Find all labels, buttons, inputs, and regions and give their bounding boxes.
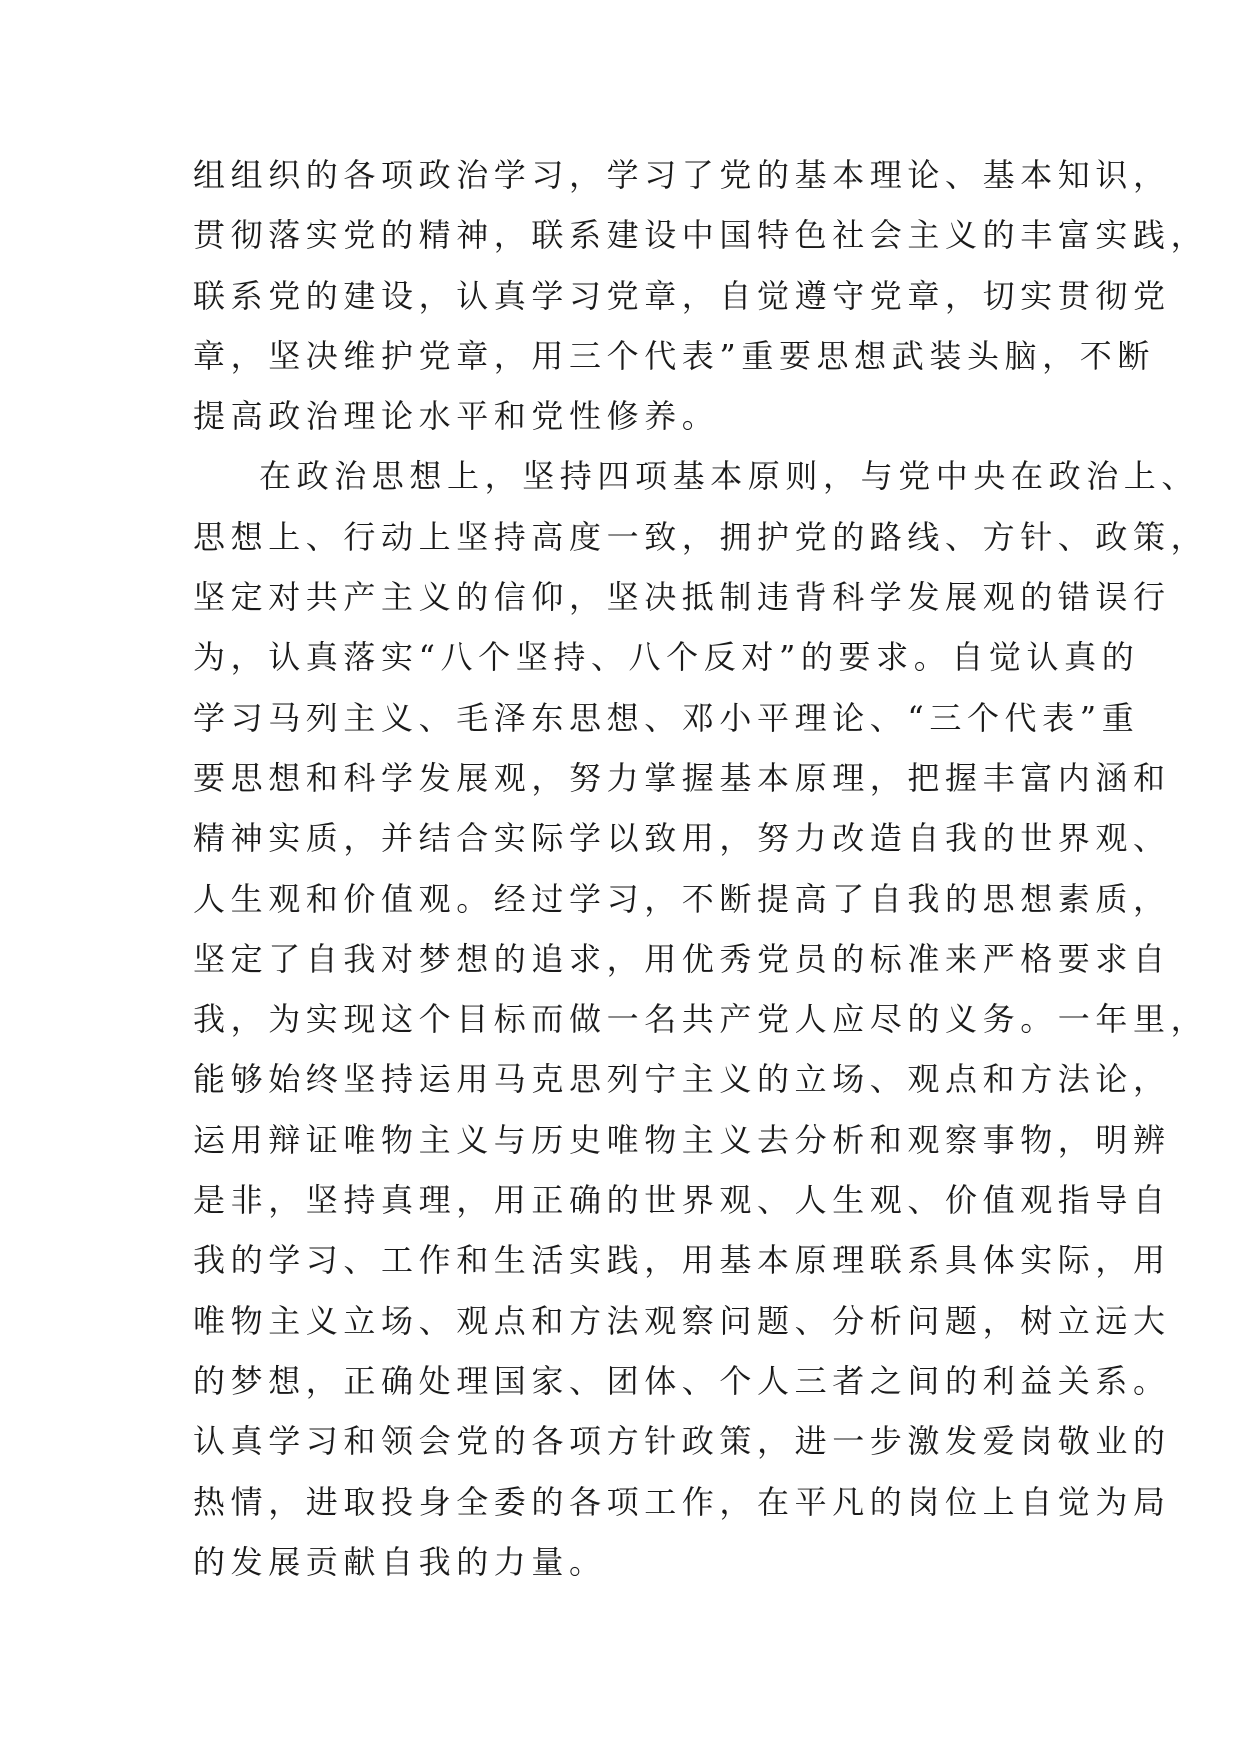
paragraph-first-line: 在政治思想上，坚持四项基本原则，与党中央在政治上、 <box>259 457 1200 496</box>
text-line: 为，认真落实“八个坚持、八个反对”的要求。自觉认真的 <box>193 638 1140 677</box>
text-line: 人生观和价值观。经过学习，不断提高了自我的思想素质， <box>193 879 1171 918</box>
text-line: 我，为实现这个目标而做一名共产党人应尽的义务。一年里， <box>193 1000 1209 1039</box>
text-line: 认真学习和领会党的各项方针政策，进一步激发爱岗敬业的 <box>193 1422 1171 1461</box>
text-line: 要思想和科学发展观，努力掌握基本原理，把握丰富内涵和 <box>193 758 1171 797</box>
text-line: 的发展贡献自我的力量。 <box>193 1542 607 1581</box>
body-text <box>193 145 1209 1592</box>
text-line: 是非，坚持真理，用正确的世界观、人生观、价值观指导自 <box>193 1181 1171 1220</box>
text-line: 我的学习、工作和生活实践，用基本原理联系具体实际，用 <box>193 1241 1171 1280</box>
text-line: 的梦想，正确处理国家、团体、个人三者之间的利益关系。 <box>193 1361 1171 1400</box>
text-line: 唯物主义立场、观点和方法观察问题、分析问题，树立远大 <box>193 1301 1171 1340</box>
text-line: 思想上、行动上坚持高度一致，拥护党的路线、方针、政策， <box>193 517 1209 556</box>
text-line: 章，坚决维护党章，用三个代表”重要思想武装头脑，不断 <box>193 336 1155 375</box>
text-line: 能够始终坚持运用马克思列宁主义的立场、观点和方法论， <box>193 1060 1171 1099</box>
text-line: 学习马列主义、毛泽东思想、邓小平理论、“三个代表”重 <box>193 698 1140 737</box>
text-line: 热情，进取投身全委的各项工作，在平凡的岗位上自觉为局 <box>193 1482 1171 1521</box>
text-line: 精神实质，并结合实际学以致用，努力改造自我的世界观、 <box>193 819 1171 858</box>
text-line: 贯彻落实党的精神，联系建设中国特色社会主义的丰富实践， <box>193 216 1209 255</box>
text-line: 坚定对共产主义的信仰，坚决抵制违背科学发展观的错误行 <box>193 578 1171 617</box>
text-line: 联系党的建设，认真学习党章，自觉遵守党章，切实贯彻党 <box>193 276 1171 315</box>
text-line: 提高政治理论水平和党性修养。 <box>193 397 720 436</box>
text-line: 运用辩证唯物主义与历史唯物主义去分析和观察事物，明辨 <box>193 1120 1171 1159</box>
text-line: 坚定了自我对梦想的追求，用优秀党员的标准来严格要求自 <box>193 939 1171 978</box>
text-line: 组组织的各项政治学习，学习了党的基本理论、基本知识， <box>193 156 1171 194</box>
